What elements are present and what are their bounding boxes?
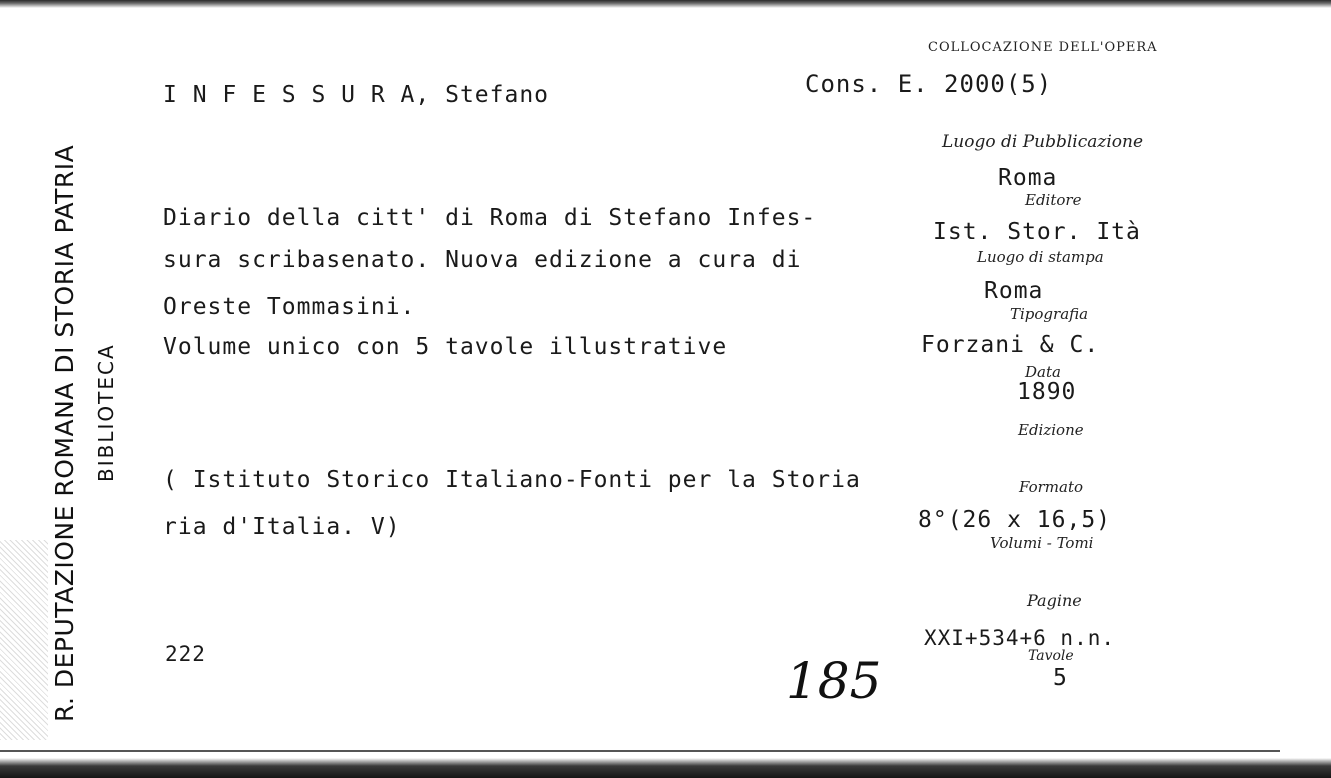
format-value: 8°(26 x 16,5) bbox=[918, 507, 1112, 533]
description-line: Oreste Tommasini. bbox=[163, 294, 416, 320]
pages-value: XXI+534+6 n.n. bbox=[924, 626, 1116, 650]
printer-value: Forzani & C. bbox=[921, 332, 1100, 358]
description-line: Diario della citt' di Roma di Stefano Infes- bbox=[163, 205, 817, 231]
date-label: Data bbox=[1025, 363, 1061, 381]
shelfmark: Cons. E. 2000(5) bbox=[805, 70, 1053, 98]
plates-label: Tavole bbox=[1028, 648, 1074, 664]
description-line: Volume unico con 5 tavole illustrative bbox=[163, 334, 728, 360]
edition-label: Edizione bbox=[1018, 421, 1084, 439]
handwritten-number: 185 bbox=[786, 652, 882, 710]
place-label: Luogo di Pubblicazione bbox=[942, 132, 1144, 152]
catalog-number: 222 bbox=[165, 642, 206, 666]
plates-value: 5 bbox=[1053, 665, 1068, 691]
printer-label: Tipografia bbox=[1010, 305, 1089, 323]
pages-label: Pagine bbox=[1027, 591, 1082, 610]
library-label: BIBLIOTECA bbox=[94, 343, 118, 482]
publisher-value: Ist. Stor. Ità bbox=[933, 219, 1141, 245]
format-label: Formato bbox=[1019, 478, 1084, 496]
card-bottom-rule bbox=[0, 750, 1280, 752]
volumes-label: Volumi - Tomi bbox=[990, 534, 1094, 552]
collocation-label: COLLOCAZIONE DELL'OPERA bbox=[928, 40, 1158, 55]
card-bottom-edge bbox=[0, 758, 1331, 778]
series-line: ria d'Italia. V) bbox=[163, 514, 401, 540]
institution-name: R. DEPUTAZIONE ROMANA DI STORIA PATRIA bbox=[50, 144, 79, 722]
publisher-label: Editore bbox=[1025, 191, 1082, 209]
author-heading: I N F E S S U R A, Stefano bbox=[163, 82, 550, 108]
place-value: Roma bbox=[998, 165, 1058, 191]
print-place-value: Roma bbox=[984, 278, 1044, 304]
print-place-label: Luogo di stampa bbox=[977, 248, 1104, 266]
series-line: ( Istituto Storico Italiano-Fonti per la Storia bbox=[163, 467, 861, 493]
description-line: sura scribasenato. Nuova edizione a cura di bbox=[163, 247, 802, 273]
scan-noise bbox=[0, 540, 48, 740]
date-value: 1890 bbox=[1017, 379, 1077, 405]
card-top-edge bbox=[0, 0, 1331, 8]
